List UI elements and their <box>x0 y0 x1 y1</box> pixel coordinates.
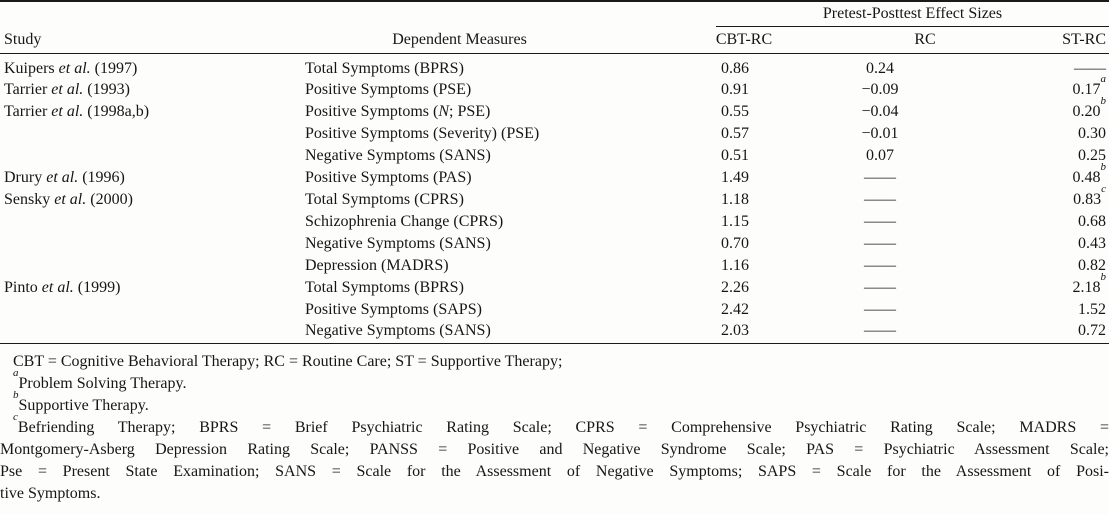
table-row <box>0 145 1109 167</box>
value-cbt-rc: 1.16 <box>721 256 749 274</box>
measure-cell: Positive Symptoms (PAS) <box>305 168 472 186</box>
table-row <box>0 53 1109 79</box>
footnote-c-line-3: Pse = Present State Examination; SANS = Scale for the Assessment of Negative Symptoms; SAPS = Scale for the Assessment of Posi- <box>0 462 1109 480</box>
measure-cell: Schizophrenia Change (CPRS) <box>305 212 504 230</box>
value-st-rc: 0.72 <box>990 321 1109 344</box>
value-st-rc: 2.18$^b$ <box>1072 271 1107 296</box>
value-rc: —— <box>864 212 896 230</box>
study-cell <box>0 211 295 233</box>
col-header-rc: RC <box>810 28 990 53</box>
study-cell <box>0 123 295 145</box>
spanner-header: Pretest-Posttest Effect Sizes <box>716 5 1109 27</box>
value-rc: —— <box>864 278 896 296</box>
measure-cell: Total Symptoms (BPRS) <box>305 278 464 296</box>
value-cbt-rc: 2.26 <box>721 278 749 296</box>
value-st-rc: 0.30 <box>1078 124 1107 142</box>
value-st-rc: —— <box>1074 59 1107 77</box>
measure-cell: Positive Symptoms (Severity) (PSE) <box>305 124 540 142</box>
value-rc: −0.09 <box>861 80 899 98</box>
study-cell <box>0 299 295 321</box>
footnote-b: $^b$Supportive Therapy. <box>13 389 149 414</box>
value-st-rc: 0.20$^b$ <box>1072 95 1107 120</box>
value-rc: —— <box>864 300 896 318</box>
value-cbt-rc: 0.91 <box>721 80 749 98</box>
col-header-cbt-rc: CBT-RC <box>660 28 810 53</box>
footnote-b-marker: b <box>13 389 19 402</box>
footnote-a-marker: a <box>13 367 19 380</box>
value-cbt-rc: 0.86 <box>721 59 749 77</box>
value-cbt-rc: 2.03 <box>660 321 810 344</box>
study-cell: Drury et al. (1996) <box>4 168 125 186</box>
measure-cell: Negative Symptoms (SANS) <box>295 321 660 344</box>
value-st-rc: 0.17$^a$ <box>1072 73 1107 98</box>
value-rc: —— <box>864 234 896 252</box>
footnote-c-marker: c <box>13 411 18 424</box>
table-row <box>0 79 1109 101</box>
value-st-rc: 0.68 <box>1078 212 1107 230</box>
study-cell: Tarrier et al. (1998a,b) <box>4 102 150 120</box>
col-header-dependent-measures: Dependent Measures <box>295 1 660 53</box>
value-st-rc: 0.43 <box>1078 234 1107 252</box>
table-row <box>0 321 1109 344</box>
spanner-row <box>0 1 1109 28</box>
study-cell <box>0 321 295 344</box>
measure-cell: Positive Symptoms (SAPS) <box>305 300 482 318</box>
value-rc: —— <box>864 168 896 186</box>
measure-cell: Positive Symptoms (N; PSE) <box>305 102 491 120</box>
value-cbt-rc: 0.51 <box>721 146 749 164</box>
study-cell: Sensky et al. (2000) <box>4 190 133 208</box>
table-row <box>0 299 1109 321</box>
table-body <box>0 53 1109 343</box>
measure-cell: Positive Symptoms (PSE) <box>305 80 472 98</box>
value-cbt-rc: 1.15 <box>721 212 749 230</box>
study-cell: Kuipers et al. (1997) <box>4 59 138 77</box>
table-footnotes <box>0 344 1109 505</box>
table-row <box>0 277 1109 299</box>
study-cell <box>0 233 295 255</box>
measure-cell: Depression (MADRS) <box>305 256 449 274</box>
table-row <box>0 255 1109 277</box>
measure-cell: Negative Symptoms (SANS) <box>305 234 491 252</box>
footnote-c-line-4: tive Symptoms. <box>0 484 101 502</box>
table-row <box>0 189 1109 211</box>
value-st-rc: 0.83$^c$ <box>1073 183 1107 208</box>
value-rc: 0.07 <box>866 146 894 164</box>
measure-cell: Total Symptoms (CPRS) <box>305 190 464 208</box>
table-row <box>0 101 1109 123</box>
value-st-rc: 1.52 <box>1078 300 1107 318</box>
value-cbt-rc: 0.70 <box>721 234 749 252</box>
value-st-rc: 0.48$^b$ <box>1072 161 1107 186</box>
value-cbt-rc: 0.55 <box>721 102 749 120</box>
study-cell <box>0 145 295 167</box>
value-st-rc: 0.82 <box>1078 256 1107 274</box>
footnote-c <box>0 411 1109 505</box>
table-row <box>0 211 1109 233</box>
footnote-c-line-1: $^c$Befriending Therapy; BPRS = Brief Psychiatric Rating Scale; CPRS = Comprehensive Psychiatric Rating Scale; MADRS = <box>13 411 1109 436</box>
col-header-st-rc: ST-RC <box>990 28 1109 53</box>
table-header <box>0 1 1109 53</box>
col-header-study: Study <box>0 1 295 53</box>
footnote-a: $^a$Problem Solving Therapy. <box>13 367 187 392</box>
value-rc: —— <box>864 256 896 274</box>
study-cell <box>0 255 295 277</box>
value-cbt-rc: 2.42 <box>721 300 749 318</box>
measure-cell: Total Symptoms (BPRS) <box>305 59 464 77</box>
table-row <box>0 123 1109 145</box>
table-row <box>0 233 1109 255</box>
measure-cell: Negative Symptoms (SANS) <box>305 146 491 164</box>
value-rc: —— <box>810 321 990 344</box>
study-cell: Pinto et al. (1999) <box>4 278 121 296</box>
value-cbt-rc: 0.57 <box>721 124 749 142</box>
value-rc: 0.24 <box>866 59 894 77</box>
value-cbt-rc: 1.18 <box>721 190 749 208</box>
footnote-abbreviations: CBT = Cognitive Behavioral Therapy; RC = Routine Care; ST = Supportive Therapy; <box>13 352 563 370</box>
spanner-header-cell <box>660 1 1109 28</box>
value-rc: −0.01 <box>861 124 899 142</box>
value-st-rc: 0.25 <box>1078 146 1107 164</box>
study-cell: Tarrier et al. (1993) <box>4 80 130 98</box>
table-row <box>0 167 1109 189</box>
value-rc: −0.04 <box>861 102 899 120</box>
value-rc: —— <box>864 190 896 208</box>
footnote-c-line-2: Montgomery-Asberg Depression Rating Scale; PANSS = Positive and Negative Syndrome Scale; PAS = Psychiatric Assessment Scale; <box>0 440 1109 458</box>
value-cbt-rc: 1.49 <box>721 168 749 186</box>
